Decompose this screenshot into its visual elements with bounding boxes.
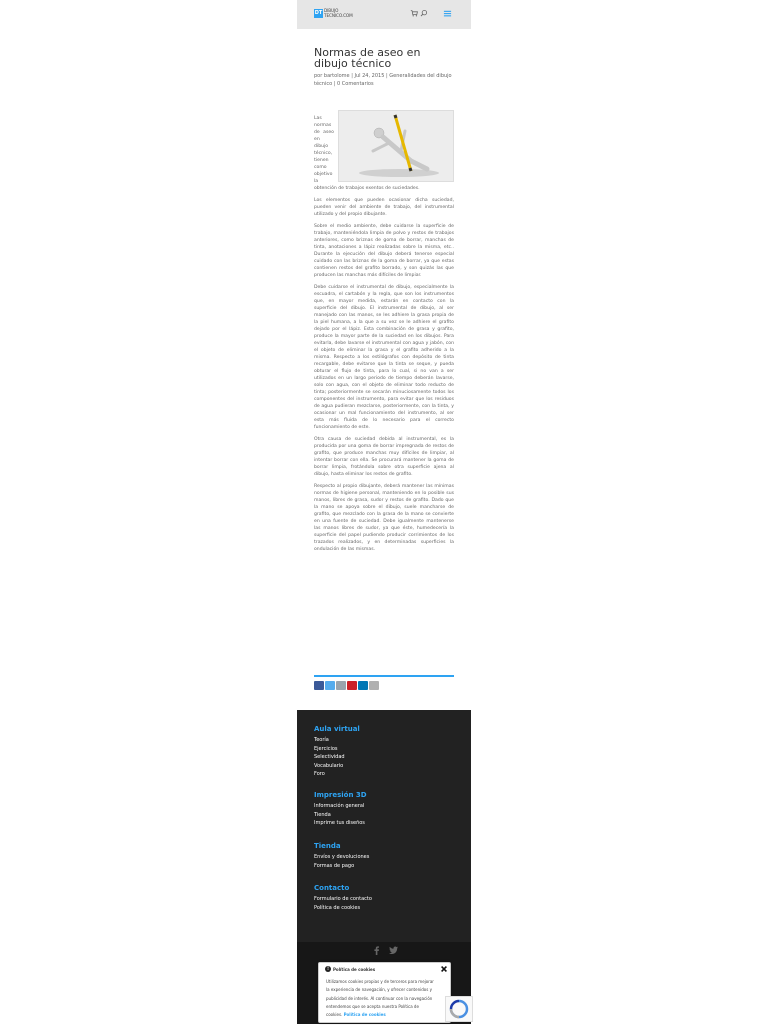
post-title: Normas de aseo en dibujo técnico [314, 46, 421, 70]
post-date: Jul 24, 2015 [354, 73, 385, 79]
footer-link[interactable]: Tienda [314, 811, 331, 818]
logo-text-line2: TECNICO.COM [324, 12, 353, 18]
facebook-icon[interactable] [373, 946, 380, 955]
footer-heading: Aula virtual [314, 725, 360, 733]
body-paragraph: Sobre el medio ambiente, debe cuidarse la superficie de trabajo, manteniéndola limpia de polvo y restos de trabajos anteriores, como briznas de goma de borrar, manchas de tinta, anotaciones a lápiz realizadas sobre la misma, etc.. Durante la ejecución del dibujo deberá tenerse especial cuidado con las briznas de la goma de borrar, ya que estas contienen restos del grafito borrado, y son quizás las que producen las manchas más difíciles de limpiar. [314, 224, 454, 278]
site-header [297, 0, 471, 29]
email-share-icon[interactable] [369, 681, 379, 690]
share-divider [314, 675, 454, 677]
footer-link[interactable]: Selectividad [314, 754, 345, 760]
footer-link[interactable]: Formas de pago [314, 862, 355, 869]
cookie-policy-link[interactable]: Política de cookies [343, 1012, 386, 1018]
logo-mark: DT [314, 10, 323, 16]
twitter-share-icon[interactable] [325, 681, 335, 690]
footer-link[interactable]: Política de cookies [314, 904, 361, 911]
recaptcha-badge[interactable] [445, 996, 473, 1022]
twitter-icon[interactable] [389, 946, 398, 955]
category-link[interactable]: Generalidades del dibujo técnico [314, 73, 452, 87]
search-icon[interactable] [420, 9, 428, 17]
share-buttons [314, 681, 379, 690]
footer-heading: Contacto [314, 884, 350, 892]
page-column [297, 0, 471, 1024]
footer-heading: Tienda [314, 842, 341, 850]
footer-link[interactable]: Envíos y devoluciones [314, 854, 370, 860]
logo-text [324, 9, 364, 18]
cookie-text [326, 978, 436, 1019]
site-logo[interactable] [314, 9, 364, 18]
cart-icon[interactable] [410, 9, 418, 17]
footer-section-impresion [314, 791, 464, 828]
cookie-title-text: Política de cookies [333, 966, 376, 972]
footer-link[interactable]: Ejercicios [314, 745, 338, 752]
footer-heading: Impresión 3D [314, 791, 367, 799]
author-prefix: por [314, 73, 323, 79]
footer-section-contacto [314, 884, 464, 912]
comments-link[interactable]: 0 Comentarios [337, 81, 374, 87]
footer-link[interactable]: Formulario de contacto [314, 896, 372, 902]
linkedin-share-icon[interactable] [358, 681, 368, 690]
footer-link[interactable]: Teoría [314, 737, 329, 743]
intro-rest: , tienen como objetivo la obtención de trabajos exentos de suciedades. [314, 151, 420, 191]
footer-link[interactable]: Imprime tus diseños [314, 820, 365, 826]
post-meta: por bartolome | Jul 24, 2015 | Generalidades del dibujo técnico | 0 Comentarios [314, 73, 452, 87]
body-paragraph: Respecto al propio dibujante, deberá mantener las mínimas normas de higiene personal, manteniendo en lo posible sus manos, libres de grasa, sudor y restos de grafito. Dado que la mano se apoya sobre el dibujo, suele mancharse de grafito, que mezclado con la grasa de la mano se convierte en una fuente de suciedad. Debe igualmente mantenerse las manos libres de sudor, ya que éste, humedecería la superficie del papel pudiendo producir corrimientos de los trazados realizados, y en determinadas superficies la ondulación de las mismas. [314, 484, 454, 552]
post-header [314, 47, 454, 88]
footer-link[interactable]: Información general [314, 803, 365, 809]
intro-lead: Las normas de aseo en dibujo técnico [314, 116, 334, 156]
footer-link[interactable]: Vocabulario [314, 762, 344, 769]
menu-icon[interactable] [443, 9, 452, 18]
body-paragraph: Debe cuidarse el instrumental de dibujo, especialmente la escuadra, el cartabón y la regla, que son los instrumentos que, en mayor medida, estarán en contacto con la superficie del dibujo. El instrumental de dibujo, al ser manejado con las manos, se les adhiere la grasa propia de la piel humana, a la que a su vez se le adhiere el grafito dejado por el lápiz. Esta combinación de grasa y grafito, produce la mayor parte de la suciedad en los dibujos. Para evitarla, debe lavarse el instrumental con agua y jabón, con el objeto de eliminar la grasa y el grafito adherido a la misma. Respecto a los estilógrafos con depósito de tinta recargable, debe evitarse que la tinta se seque, y pueda obturar el flujo de tinta, para lo cual, si no van a ser utilizados en un largo periodo de tiempo deberán lavarse, solo con agua, con el objeto de eliminar todo reducto de tinta; posteriormente se secarán minuciosamente todos los componentes del instrumento, para evitar que los residuos de agua pudieran mezclarse, posteriormente, con la tinta, y ocasionar un mal funcionamiento del instrumento, al ser esta más fluida de lo necesario para el correcto funcionamiento de este. [314, 285, 454, 430]
site-footer [297, 710, 471, 942]
facebook-share-icon[interactable] [314, 681, 324, 690]
social-links [373, 946, 398, 955]
mannequin-pencil-image [338, 110, 454, 182]
footer-section-aula [314, 725, 464, 779]
footer-link[interactable]: Foro [314, 771, 325, 777]
footer-section-tienda [314, 842, 464, 870]
info-icon: ! [325, 966, 331, 972]
close-icon[interactable] [440, 965, 448, 973]
logo-text-line1: DIBUJO [324, 8, 339, 13]
author-link[interactable]: bartolome [323, 73, 350, 79]
body-paragraph: Los elementos que pueden ocasionar dicha suciedad, pueden venir del ambiente de trabajo, del instrumental utilizado y del propio dibujante. [314, 198, 454, 217]
body-paragraph: Otra causa de suciedad debida al instrumental, es la producida por una goma de borrar impregnada de restos de grafito, que produce manchas muy difíciles de limpiar, al intentar borrar con ella. Se procurará mantener la goma de borrar limpia, frotándola sobre otra superficie ajena al dibujo, hasta eliminar los restos de grafito. [314, 437, 454, 477]
pinterest-share-icon[interactable] [347, 681, 357, 690]
cookie-notice [318, 962, 451, 1023]
post-content [314, 110, 454, 558]
cookie-body: Utilizamos cookies propias y de terceros para mejorar la experiencia de navegación, y ofrecer contenidos y publicidad de interés. Al continuar con la navegación entendemos que se acepta nuestra Política de cookies. [326, 979, 434, 1018]
reddit-share-icon[interactable] [336, 681, 346, 690]
cookie-title [325, 966, 375, 972]
